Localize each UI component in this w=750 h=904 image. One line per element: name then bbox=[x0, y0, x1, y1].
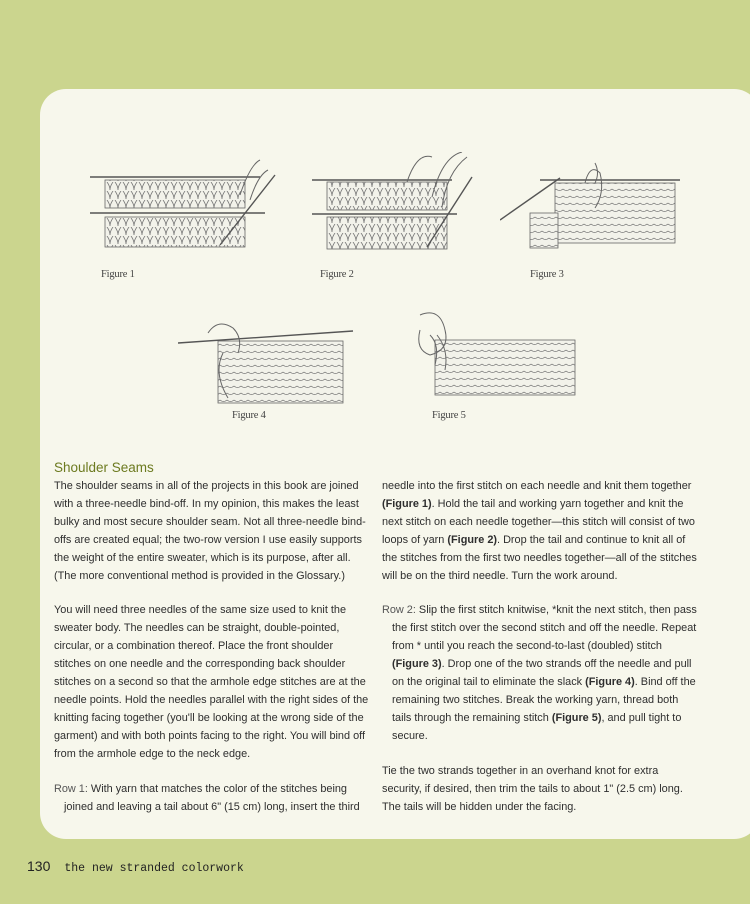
figure-1-ref: (Figure 1) bbox=[382, 497, 432, 510]
figure-2-caption: Figure 2 bbox=[320, 269, 354, 280]
row-1-text: With yarn that matches the color of the stitches being joined and leaving a tail about 6" (15 cm) long, insert the third bbox=[64, 782, 360, 813]
paragraph-intro: The shoulder seams in all of the projects in this book are joined with a three-needle bind-off. In my opinion, this makes the least bulky and most secure shoulder seam. Not all three-needle bind-offs are created equal; the two-row version I use easily supports the weight of the entire sweater, which is its purpose, after all. (The more conventional method is provided in the Glossary.) bbox=[54, 480, 366, 582]
figure-3-illustration bbox=[500, 158, 685, 258]
figure-3-caption: Figure 3 bbox=[530, 269, 564, 280]
figure-3-ref: (Figure 3) bbox=[392, 658, 442, 671]
figure-2-illustration bbox=[312, 152, 482, 262]
row-1-label: Row 1: bbox=[54, 782, 88, 795]
paragraph-needles: You will need three needles of the same size used to knit the sweater body. The needles can be straight, double-pointed, circular, or a combination thereof. Place the front shoulder stitches on one needle and the corresponding back shoulder stitches on a second so that the armhole edge stitches are at the needle points. Hold the needles parallel with the right sides of the knitting facing together (you'll be looking at the wrong side of the garment) and with both points facing to the right. You will bind off from the armhole edge to the neck edge. bbox=[54, 604, 369, 760]
figure-5-illustration bbox=[405, 305, 580, 400]
figure-1-caption: Figure 1 bbox=[101, 269, 135, 280]
row-2-label: Row 2: bbox=[382, 604, 416, 617]
figure-5-caption: Figure 5 bbox=[432, 410, 466, 421]
figure-4-illustration bbox=[178, 313, 358, 408]
figure-5-ref: (Figure 5) bbox=[551, 711, 602, 724]
paragraph-row-1-continued: needle into the first stitch on each needle and knit them together (Figure 1). Hold the tail and working yarn together and knit the next stitch on each needle together—this stitch will consist of two loops of yarn (Figure 2). Drop the tail and continue to knit all of the stitches from the first two needles together—all of the stitches will be on the third needle. Turn the work around. bbox=[382, 480, 697, 582]
row-1-paragraph bbox=[54, 781, 370, 817]
page-footer bbox=[27, 858, 244, 875]
left-column bbox=[54, 478, 370, 816]
section-heading: Shoulder Seams bbox=[54, 460, 154, 475]
figure-4-caption: Figure 4 bbox=[232, 410, 266, 421]
right-column bbox=[382, 478, 698, 816]
book-title: the new stranded colorwork bbox=[64, 862, 244, 875]
figure-1-illustration bbox=[90, 155, 285, 260]
paragraph-finish: Tie the two strands together in an overhand knot for extra security, if desired, then trim the tails to about 1" (2.5 cm) long. The tails will be hidden under the facing. bbox=[382, 764, 683, 813]
row-2-paragraph: Row 2: Slip the first stitch knitwise, *knit the next stitch, then pass the first stitch over the second stitch and off the needle. Repeat from * until you reach the second-to-last (doubled) stitch (Figure 3). Drop one of the two strands off the needle and pull on the original tail to eliminate the slack (Figure 4). Bind off the remaining two stitches. Break the working yarn, thread both tails through the remaining stitch (Figure 5), and pull tight to secure. bbox=[382, 604, 697, 742]
figure-2-ref: (Figure 2) bbox=[447, 533, 498, 546]
page-number: 130 bbox=[27, 858, 51, 874]
figure-4-ref: (Figure 4) bbox=[585, 676, 635, 689]
